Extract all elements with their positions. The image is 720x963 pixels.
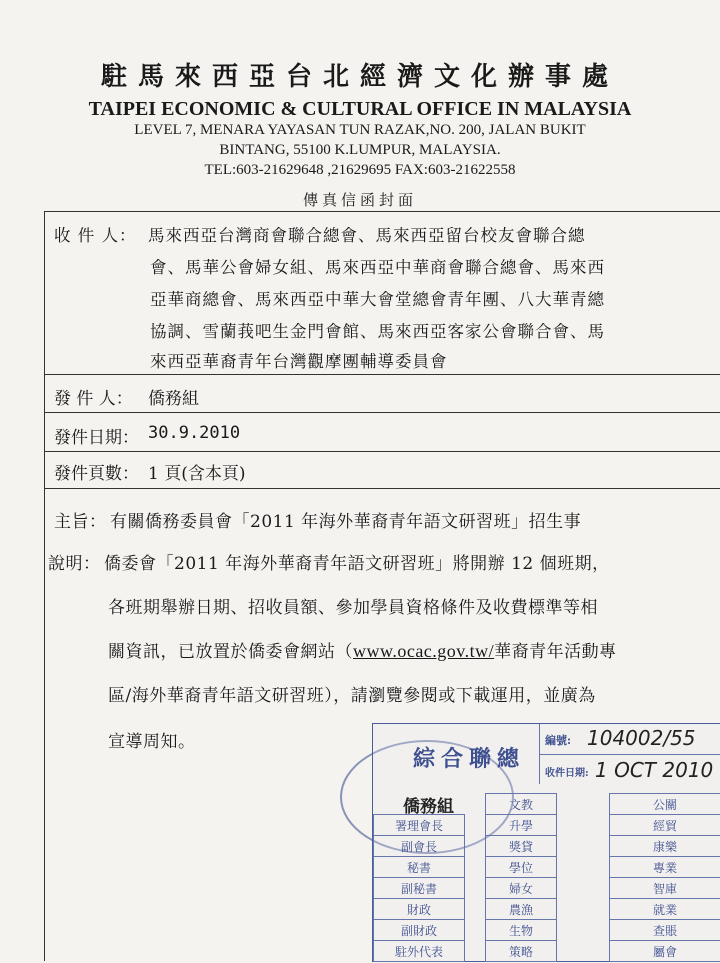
org-name-english: TAIPEI ECONOMIC & CULTURAL OFFICE IN MALAYSIA: [88, 98, 632, 120]
ocac-website-link[interactable]: www.ocac.gov.tw/: [353, 641, 495, 661]
routing-cell: 公關: [609, 793, 720, 815]
recipient-line-2: 會、馬華公會婦女組、馬來西亞中華商會聯合總會、馬來西: [150, 258, 605, 277]
routing-cell: 專業: [609, 856, 720, 878]
routing-cell: 文教: [485, 793, 557, 815]
pages-value: 1 頁(含本頁): [148, 464, 246, 484]
subject-label: 主旨：: [54, 512, 107, 532]
routing-cell: 智庫: [609, 877, 720, 899]
description-line-2: 各班期舉辦日期、招收員額、參加學員資格條件及收費標準等相: [108, 598, 598, 618]
routing-cell: 副會長: [373, 835, 465, 857]
date-value: 30.9.2010: [148, 423, 241, 443]
routing-cell: 財政: [373, 898, 465, 920]
contact-line: TEL:603-21629648 ,21629695 FAX:603-21622558: [204, 162, 516, 178]
org-name-chinese: 駐馬來西亞台北經濟文化辦事處: [100, 62, 619, 92]
routing-cell: 生物: [485, 919, 557, 941]
routing-cell: 就業: [609, 898, 720, 920]
divider: [44, 451, 720, 452]
document-type-title: 傳真信函封面: [302, 191, 417, 209]
recipient-label: 收 件 人：: [54, 226, 137, 245]
address-line-2: BINTANG, 55100 K.LUMPUR, MALAYSIA.: [219, 142, 501, 158]
sender-label: 發 件 人：: [54, 389, 133, 409]
stamp-title: 綜合聯總: [413, 746, 526, 772]
recipient-line-3: 亞華商總會、馬來西亞中華大會堂總會青年團、八大華青總: [150, 290, 605, 309]
routing-cell: 署理會長: [373, 814, 465, 836]
address-line-1: LEVEL 7, MENARA YAYASAN TUN RAZAK,NO. 200, JALAN BUKIT: [134, 122, 586, 138]
description-line-3-end: 華裔青年活動專: [494, 642, 617, 662]
routing-cell: 經貿: [609, 814, 720, 836]
description-label: 說明：: [48, 554, 101, 574]
recipient-line-4: 協調、雪蘭莪吧生金門會館、馬來西亞客家公會聯合會、馬: [150, 322, 605, 341]
routing-cell: 學位: [485, 856, 557, 878]
routing-stamp: [372, 723, 720, 962]
routing-cell: 婦女: [485, 877, 557, 899]
routing-cell: 查賬: [609, 919, 720, 941]
description-line-4: 區/海外華裔青年語文研習班），請瀏覽參閱或下載運用，並廣為: [108, 686, 596, 706]
description-line-3-start: 關資訊，已放置於僑委會網站（: [108, 642, 353, 662]
description-line-3: [108, 637, 617, 662]
routing-cell: 副秘書: [373, 877, 465, 899]
description-line-5: 宣導周知。: [108, 732, 196, 752]
received-date-label: 收件日期:: [545, 768, 589, 779]
serial-label: 編號:: [545, 734, 572, 747]
routing-cell: 屬會: [609, 940, 720, 962]
received-date-value: 1 OCT 2010: [595, 758, 714, 782]
routing-cell: 農漁: [485, 898, 557, 920]
description-line-1: 僑委會「2011 年海外華裔青年語文研習班」將開辦 12 個班期，: [104, 554, 610, 574]
subject-text: 有關僑務委員會「2011 年海外華裔青年語文研習班」招生事: [110, 512, 582, 532]
recipient-line-5: 來西亞華裔青年台灣觀摩團輔導委員會: [150, 352, 448, 371]
pages-label: 發件頁數：: [54, 464, 139, 484]
divider: [44, 488, 720, 489]
routing-cell: 康樂: [609, 835, 720, 857]
department-stamp: 僑務組: [403, 797, 454, 817]
sender-value: 僑務組: [148, 389, 199, 409]
recipient-line-1: 馬來西亞台灣商會聯合總會、馬來西亞留台校友會聯合總: [148, 226, 586, 245]
divider: [44, 412, 720, 413]
routing-cell: 副財政: [373, 919, 465, 941]
date-label: 發件日期：: [54, 428, 139, 448]
routing-cell: 升學: [485, 814, 557, 836]
routing-cell: 駐外代表: [373, 940, 465, 962]
routing-cell: 獎貸: [485, 835, 557, 857]
routing-cell: 策略: [485, 940, 557, 962]
serial-value: 104002/55: [587, 726, 696, 750]
stamp-divider: [539, 754, 720, 755]
routing-cell: 秘書: [373, 856, 465, 878]
divider: [44, 374, 720, 375]
